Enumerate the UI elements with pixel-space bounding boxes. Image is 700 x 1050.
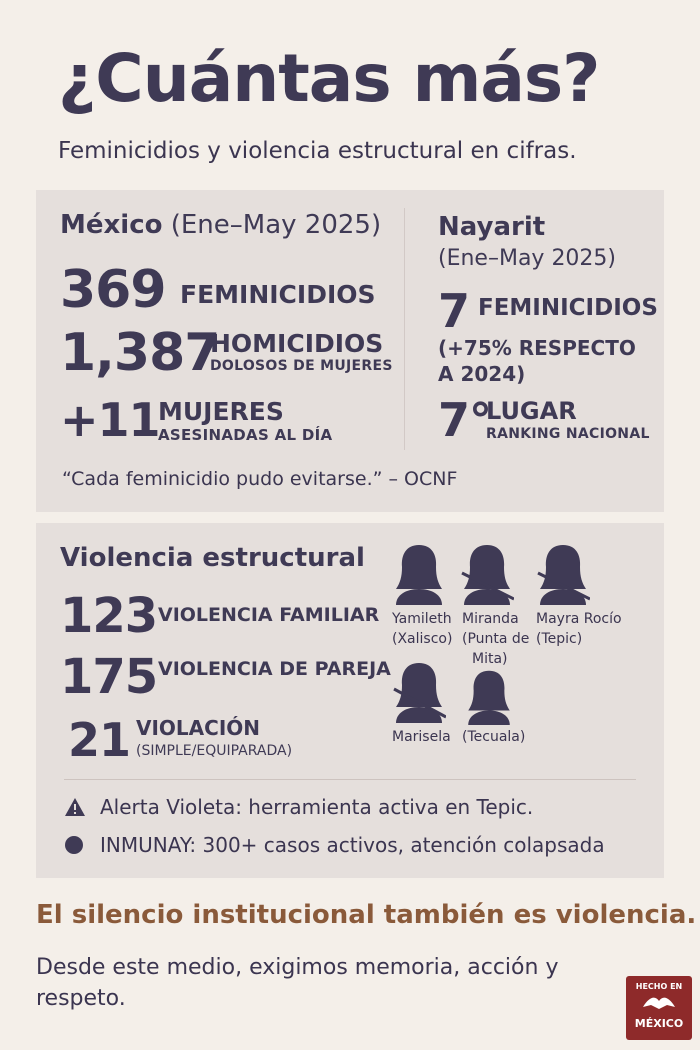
page-title: ¿Cuántas más? [58, 40, 600, 117]
structural-violence-panel [36, 523, 664, 878]
rape-number: 21 [68, 713, 131, 767]
alerta-violeta-text: Alerta Violeta: herramienta activa en Tepic. [100, 795, 534, 819]
structural-heading: Violencia estructural [60, 543, 365, 573]
victim-silhouette-icon [460, 543, 514, 605]
nayarit-femicide-note-1: (+75% RESPECTO [438, 336, 636, 360]
mexico-homicide-sublabel: DOLOSOS DE MUJERES [210, 358, 393, 374]
logo-bottom-text: MÉXICO [634, 1017, 684, 1030]
victim-name-tecuala: (Tecuala) [462, 729, 526, 745]
partner-violence-label: VIOLENCIA DE PAREJA [158, 658, 391, 680]
victim-silhouette-icon [392, 543, 446, 605]
page-subtitle: Feminicidios y violencia estructural en cifras. [58, 138, 577, 164]
mexico-daily-number: +11 [60, 393, 160, 447]
mexico-femicide-number: 369 [60, 260, 166, 320]
nayarit-rank-sublabel: RANKING NACIONAL [486, 426, 650, 442]
mexico-daily-label: MUJERES [158, 397, 284, 426]
victim-name-mayra: Mayra Rocío (Tepic) [536, 611, 622, 647]
victim-name-yamileth: Yamileth (Xalisco) [392, 611, 453, 647]
mexico-heading: México [60, 210, 163, 240]
logo-top-text: HECHO EN [635, 982, 683, 991]
statistics-panel [36, 190, 664, 512]
nayarit-rank-label: LUGAR [486, 397, 577, 425]
nayarit-femicide-note-2: A 2024) [438, 362, 526, 386]
mexico-period: (Ene–May 2025) [170, 210, 382, 240]
ocnf-quote: “Cada feminicidio pudo evitarse.” – OCNF [62, 468, 458, 490]
victim-silhouette-icon [392, 661, 446, 723]
footer-headline: El silencio institucional también es violencia. [36, 900, 697, 930]
inmunay-text: INMUNAY: 300+ casos activos, atención colapsada [100, 833, 605, 857]
mexico-daily-sublabel: ASESINADAS AL DÍA [158, 426, 333, 444]
mexico-heading-row [60, 210, 381, 240]
nayarit-rank-number: 7° [438, 393, 492, 447]
eagle-icon [639, 993, 679, 1013]
rape-label: VIOLACIÓN [136, 716, 261, 740]
warning-icon [64, 797, 86, 817]
victim-name-miranda: Miranda (Punta de Mita) [462, 611, 530, 667]
family-violence-number: 123 [60, 588, 158, 644]
column-divider [404, 208, 405, 450]
mexico-homicide-number: 1,387 [60, 323, 220, 383]
victim-silhouette-icon [464, 669, 514, 725]
nayarit-period: (Ene–May 2025) [438, 246, 617, 271]
rape-sublabel: (SIMPLE/EQUIPARADA) [136, 743, 293, 759]
dot-icon [64, 835, 84, 855]
victim-silhouette-icon [536, 543, 590, 605]
family-violence-label: VIOLENCIA FAMILIAR [158, 604, 380, 626]
nayarit-heading: Nayarit [438, 212, 546, 242]
mexico-homicide-label: HOMICIDIOS [210, 329, 384, 358]
nayarit-femicide-label: FEMINICIDIOS [478, 295, 658, 321]
footer-body: Desde este medio, exigimos memoria, acción y respeto. [36, 955, 559, 1011]
hecho-en-mexico-logo [626, 976, 692, 1040]
partner-violence-number: 175 [60, 649, 158, 705]
nayarit-femicide-number: 7 [438, 284, 470, 338]
victim-name-marisela: Marisela [392, 729, 451, 745]
section-divider [64, 779, 636, 780]
mexico-femicide-label: FEMINICIDIOS [180, 280, 376, 309]
